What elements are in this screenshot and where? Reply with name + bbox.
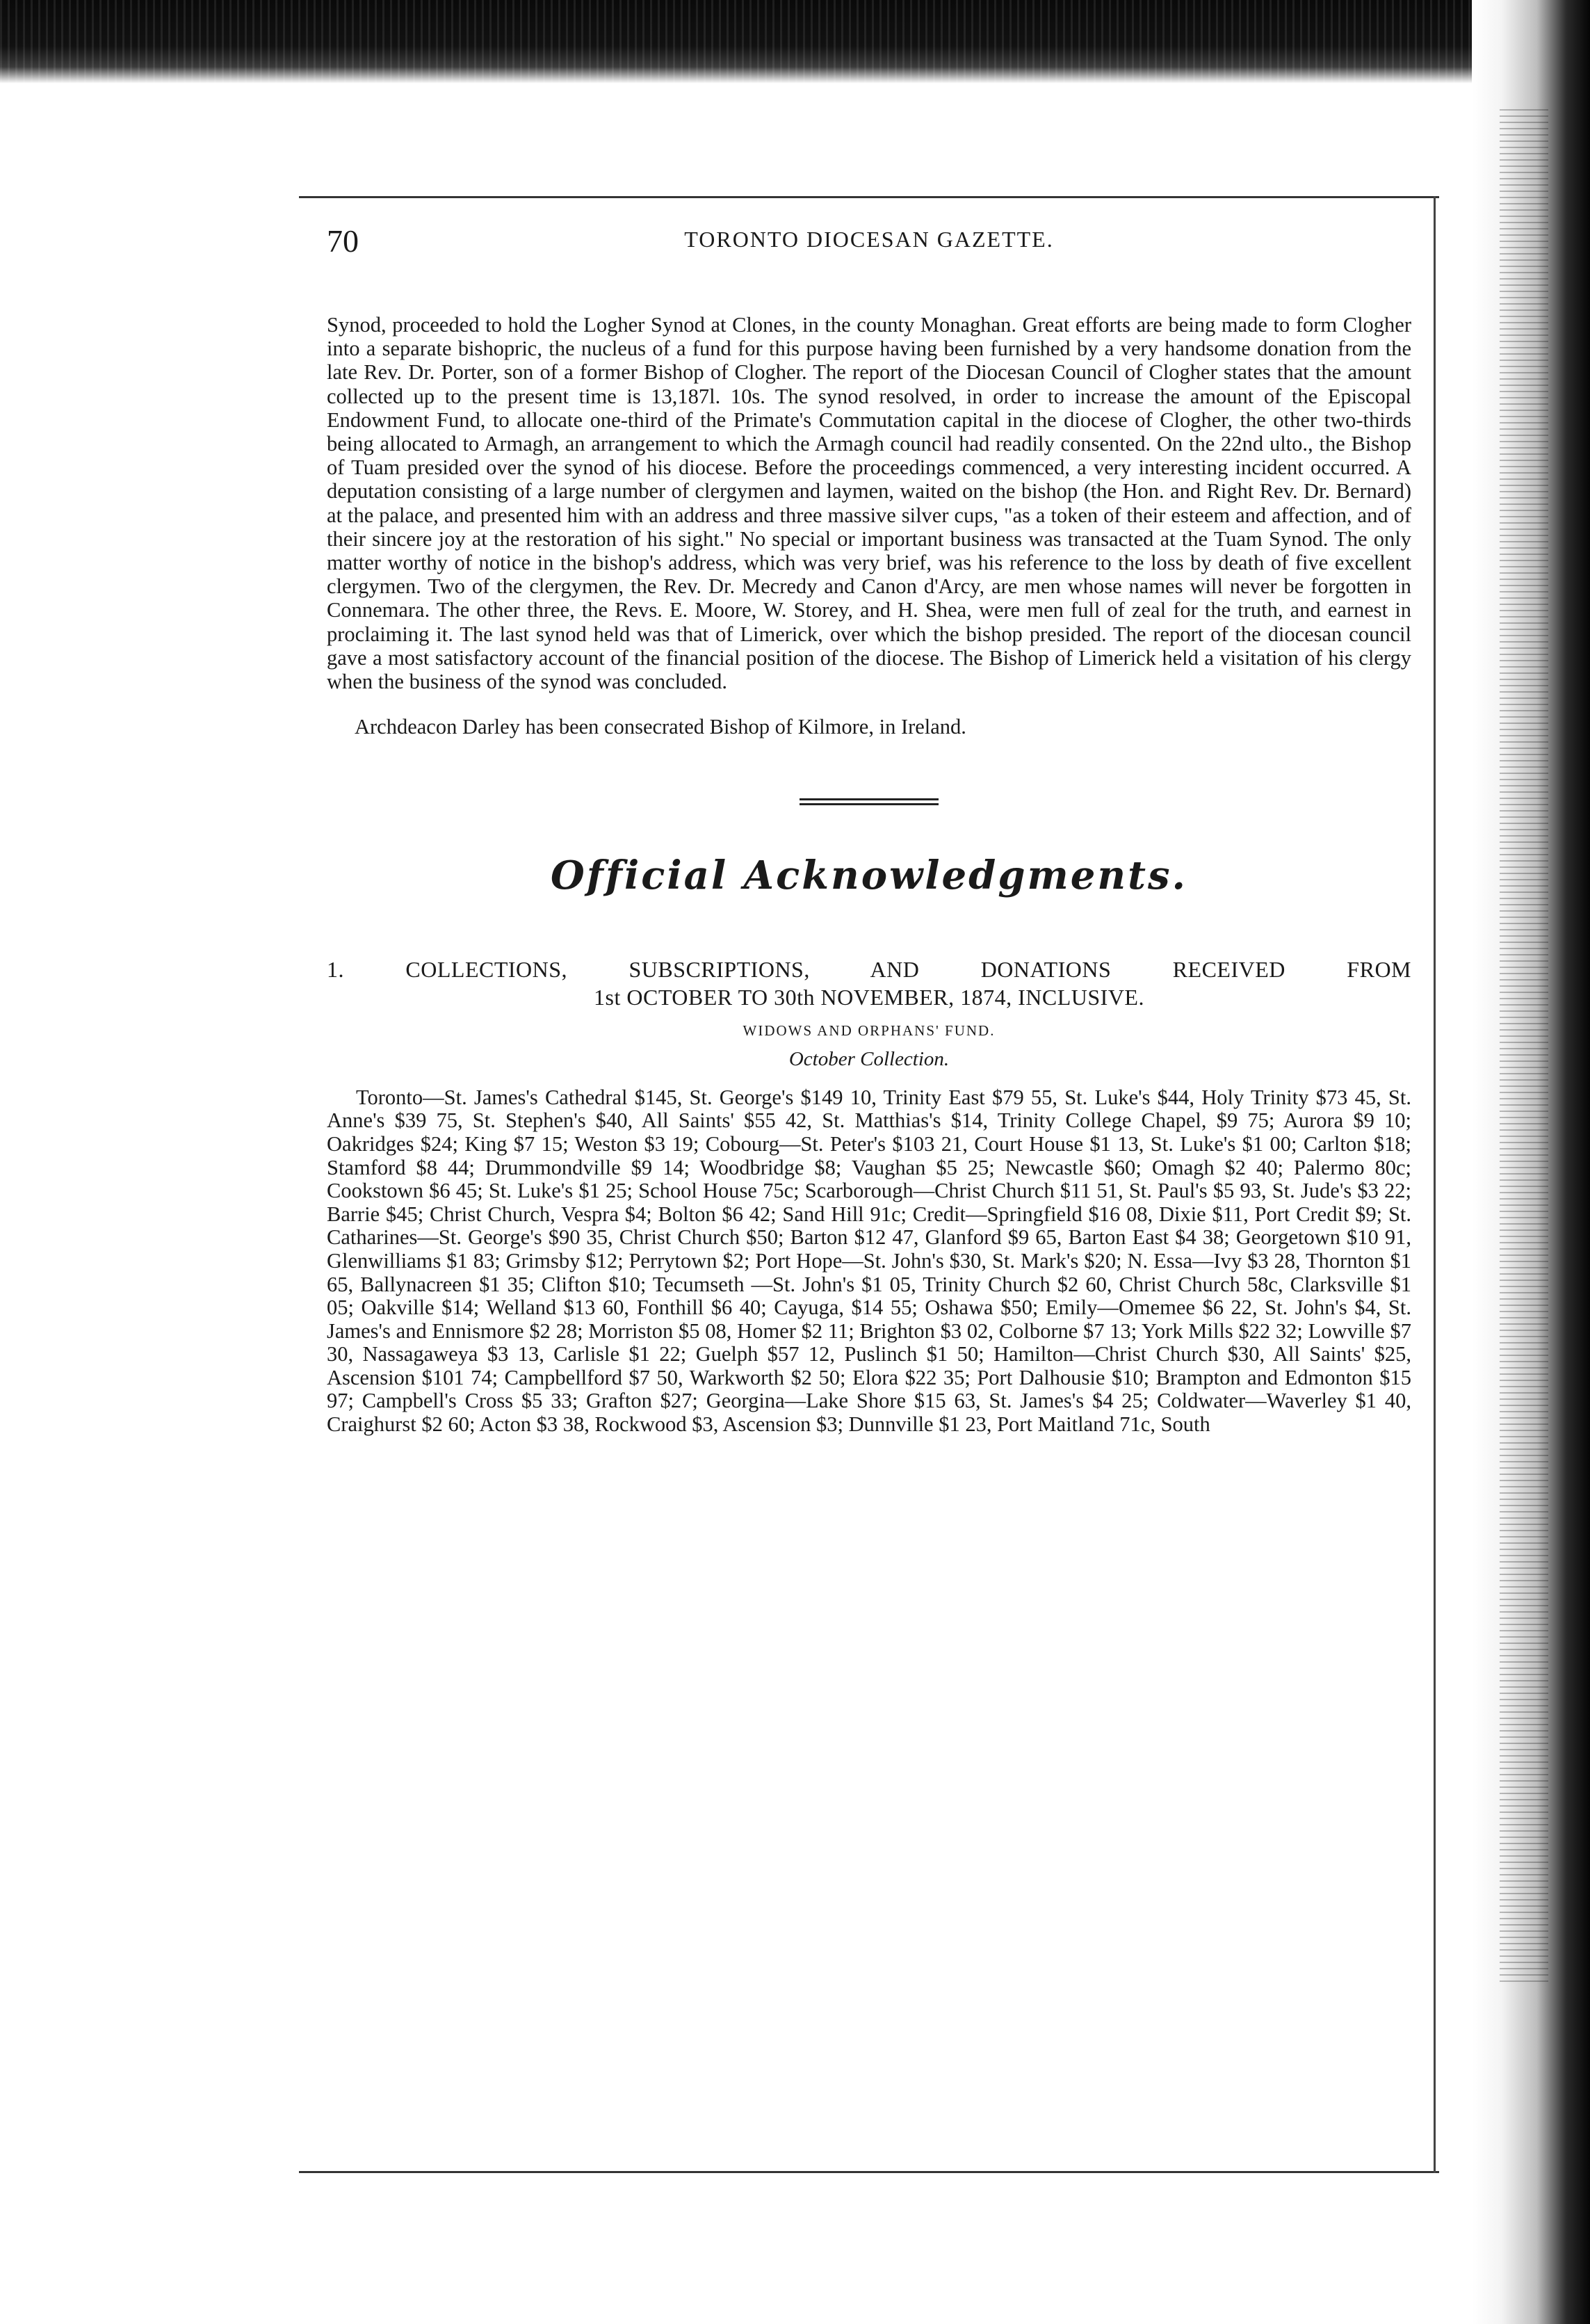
- running-head: [327, 223, 1411, 264]
- collections-heading-line1: 1. COLLECTIONS, SUBSCRIPTIONS, AND DONATIONS RECEIVED FROM: [327, 956, 1411, 982]
- collections-heading-line2: 1st OCTOBER TO 30th NOVEMBER, 1874, INCLUSIVE.: [594, 984, 1144, 1010]
- section-title: Official Acknowledgments.: [551, 852, 1187, 898]
- frame-rule-right: [1434, 196, 1436, 2173]
- divider-line-1: [800, 798, 939, 800]
- journal-title: TORONTO DIOCESAN GAZETTE.: [684, 227, 1054, 252]
- scan-top-noise: [0, 0, 1590, 83]
- collection-list: Toronto—St. James's Cathedral $145, St. George's $149 10, Trinity East $79 55, St. Luke's $44, Holy Trinity $73 45, St. Anne's $39 75, St. Stephen's $40, All Saints' $55 42, St. Matthias's $14, Trinity College Chapel, $9 75; Aurora $9 10; Oakridges $24; King $7 15; Weston $3 19; Cobourg—St. Peter's $103 21, Court House $1 13, St. Luke's $1 00; Carlton $18; Stamford $8 44; Drummondville $9 14; Woodbridge $8; Vaughan $5 25; Newcastle $60; Omagh $2 40; Palermo 80c; Cookstown $6 45; St. Luke's $1 25; School House 75c; Scarborough—Christ Church $11 51, St. Paul's $5 93, St. Jude's $3 22; Barrie $45; Christ Church, Vespra $4; Bolton $6 42; Sand Hill 91c; Credit—Springfield $16 08, Dixie $11, Port Credit $9; St. Catharines—St. George's $90 35, Christ Church $50; Barton $12 47, Glanford $9 65, Barton East $4 38; Georgetown $10 91, Glenwilliams $1 83; Grimsby $12; Perrytown $2; Port Hope—St. John's $30, St. Mark's $20; N. Essa—Ivy $3 28, Thornton $1 65, Ballynacreen $1 35; Clifton $10; Tecumseth —St. John's $1 05, Trinity Church $2 60, Christ Church 58c, Clarksville $1 05; Oakville $14; Welland $13 60, Fonthill $6 40; Cayuga, $14 55; Oshawa $50; Emily—Omemee $6 22, St. John's $4, St. James's and Ennismore $2 28; Morriston $5 08, Homer $2 11; Brighton $3 02, Colborne $7 13; York Mills $22 32; Lowville $7 30, Nassagaweya $3 13, Carlisle $1 22; Guelph $57 12, Puslinch $1 50; Hamilton—Christ Church $30, All Saints' $25, Ascension $101 74; Campbellford $7 50, Warkworth $2 50; Elora $22 35; Port Dalhousie $10; Brampton and Edmonton $15 97; Campbell's Cross $5 33; Grafton $27; Georgina—Lake Shore $15 63, St. James's $4 25; Coldwater—Waverley $1 40, Craighurst $2 60; Acton $3 38, Rockwood $3, Ascension $3; Dunnville $1 23, Port Maitland 71c, South: [327, 1085, 1411, 1437]
- page-number: 70: [327, 223, 359, 259]
- gazette-page: [327, 223, 1411, 1458]
- scan-right-noise: [1500, 104, 1548, 1982]
- fund-name: WIDOWS AND ORPHANS' FUND.: [743, 1022, 996, 1039]
- frame-rule-top: [299, 196, 1439, 198]
- closing-paragraph: Archdeacon Darley has been consecrated Bishop of Kilmore, in Ireland.: [355, 714, 966, 739]
- frame-rule-bottom: [299, 2171, 1439, 2173]
- divider-line-2: [800, 803, 939, 805]
- section-divider: [800, 798, 939, 805]
- article-paragraph: Synod, proceeded to hold the Logher Synod at Clones, in the county Monaghan. Great efforts are being made to form Clogher into a separate bishopric, the nucleus of a fund for this purpose having been furnished by a very handsome donation from the late Rev. Dr. Porter, son of a former Bishop of Clogher. The report of the Diocesan Council of Clogher states that the amount collected up to the present time is 13,187l. 10s. The synod resolved, in order to increase the amount of the Episcopal Endowment Fund, to allocate one-third of the Primate's Commutation capital in the diocese of Clogher, the other two-thirds being allocated to Armagh, an arrangement to which the Armagh council had readily consented. On the 22nd ulto., the Bishop of Tuam presided over the synod of his diocese. Before the proceedings commenced, a very interesting incident occurred. A deputation consisting of a large number of clergymen and laymen, waited on the bishop (the Hon. and Right Rev. Dr. Bernard) at the palace, and presented him with an address and three massive silver cups, "as a token of their esteem and affection, and of their sincere joy at the restoration of his sight." No special or important business was transacted at the Tuam Synod. The only matter worthy of notice in the bishop's address, which was very brief, was his reference to the loss by death of five excellent clergymen. Two of the clergymen, the Rev. Dr. Mecredy and Canon d'Arcy, are men whose names will never be forgotten in Connemara. The other three, the Revs. E. Moore, W. Storey, and H. Shea, were men full of zeal for the truth, and earnest in proclaiming it. The last synod held was that of Limerick, over which the bishop presided. The report of the diocesan council gave a most satisfactory account of the financial position of the diocese. The Bishop of Limerick held a visitation of his clergy when the business of the synod was concluded.: [327, 313, 1411, 694]
- collection-title: October Collection.: [788, 1047, 950, 1070]
